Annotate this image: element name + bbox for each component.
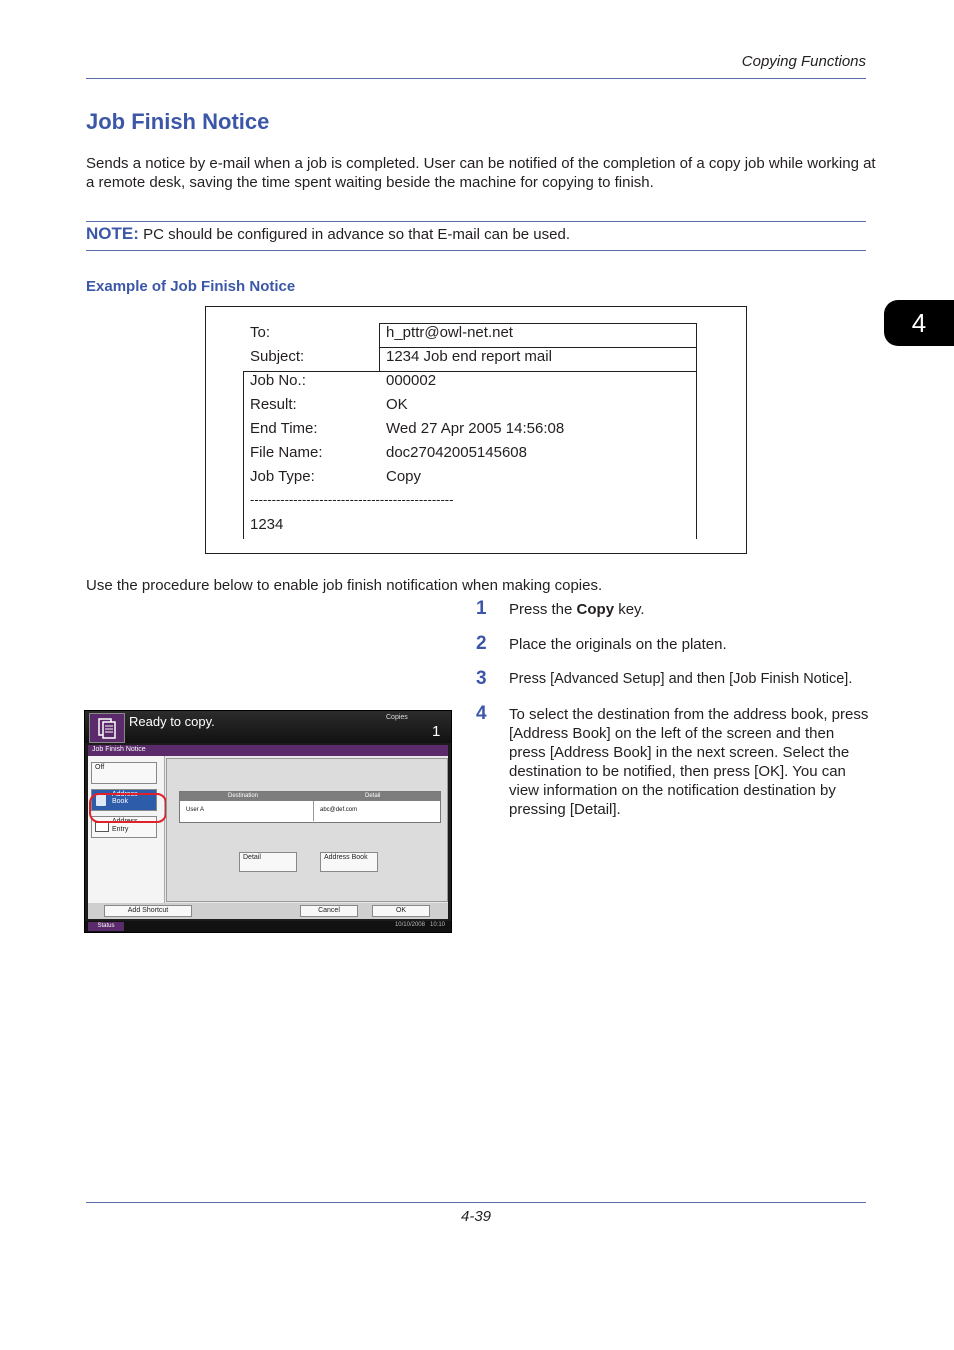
- status-datetime: [395, 922, 445, 928]
- note-text: PC should be configured in advance so that E-mail can be used.: [143, 226, 570, 243]
- detail-header: Detail: [365, 793, 381, 799]
- separator: -----------------------------------------------: [250, 492, 454, 507]
- screen-top-bar: [85, 711, 451, 743]
- note-label: NOTE:: [86, 224, 139, 243]
- address-entry-label: Address: [112, 818, 138, 825]
- off-button[interactable]: Off: [91, 762, 157, 784]
- to-value: h_pttr@owl-net.net: [386, 324, 513, 341]
- row-value: Copy: [386, 468, 422, 485]
- intro-paragraph: Sends a notice by e-mail when a job is completed. User can be notified of the completion of a copy job while working at a remote desk, saving the time spent waiting beside the machine for copying to finish.: [86, 155, 876, 191]
- header-title: Copying Functions: [741, 53, 866, 70]
- email-line: [696, 323, 697, 539]
- step-text: [509, 600, 874, 619]
- note-top-rule: [86, 221, 866, 222]
- screen-body: [88, 745, 448, 919]
- table-row[interactable]: [180, 801, 440, 821]
- envelope-icon: [95, 822, 109, 832]
- cell-divider: [313, 801, 314, 821]
- note: [86, 224, 570, 244]
- step-number: 3: [476, 668, 487, 689]
- add-shortcut-button[interactable]: Add Shortcut: [104, 905, 192, 917]
- detail-cell: abc@def.com: [320, 807, 358, 813]
- step-text-part: key.: [614, 601, 645, 618]
- example-title: Example of Job Finish Notice: [86, 278, 296, 295]
- footer-rule: [86, 1202, 866, 1203]
- row-label: File Name:: [250, 444, 323, 461]
- note-bottom-rule: [86, 250, 866, 251]
- step-text-part: Press the: [509, 601, 577, 618]
- screen-sidebar: [88, 756, 165, 906]
- address-book-label: Address Book: [112, 791, 138, 805]
- email-line: [243, 371, 697, 372]
- row-label: Result:: [250, 396, 297, 413]
- step-text: To select the destination from the address book, press [Address Book] on the left of the screen and then press [Address Book] in the next screen. Select the destination to be notified, then press [OK]. You can view information on the notification destination by pressing [Detail].: [509, 706, 869, 818]
- row-value: 000002: [386, 372, 437, 389]
- step-number: 4: [476, 703, 487, 724]
- step-number: 1: [476, 598, 487, 619]
- chapter-tab: 4: [884, 300, 954, 346]
- destination-header: Destination: [228, 793, 259, 799]
- step-text: Press [Advanced Setup] and then [Job Finish Notice].: [509, 671, 853, 687]
- copy-mode-icon: [89, 713, 125, 743]
- destination-table: [179, 791, 441, 823]
- ok-button[interactable]: OK: [372, 905, 430, 917]
- step-number: 2: [476, 633, 487, 654]
- step-text: Place the originals on the platen.: [509, 636, 727, 653]
- row-value: doc27042005145608: [386, 444, 527, 461]
- row-value: Wed 27 Apr 2005 14:56:08: [386, 420, 565, 437]
- detail-button[interactable]: Detail: [239, 852, 297, 872]
- header-rule: [86, 78, 866, 79]
- copies-value: 1: [432, 723, 441, 740]
- destination-cell: User A: [186, 807, 205, 813]
- copy-key-name: Copy: [576, 601, 615, 618]
- status-time: 10:10: [429, 922, 445, 928]
- subject-label: Subject:: [250, 348, 305, 365]
- highlight-circle: [89, 793, 167, 823]
- status-message: Ready to copy.: [129, 714, 215, 729]
- status-bar: [85, 921, 451, 932]
- status-tab[interactable]: Status: [88, 922, 124, 931]
- panel-title: Job Finish Notice: [92, 746, 146, 753]
- row-value: OK: [386, 396, 408, 413]
- address-entry-label: Entry: [112, 826, 129, 833]
- to-label: To:: [250, 324, 271, 341]
- destination-panel: [166, 758, 448, 902]
- email-line: [243, 371, 244, 539]
- email-footer: 1234: [250, 516, 284, 533]
- subject-value: 1234 Job end report mail: [386, 348, 552, 365]
- panel-title-bar: [88, 745, 448, 756]
- email-line: [379, 323, 380, 371]
- row-label: Job No.:: [250, 372, 306, 389]
- section-title: Job Finish Notice: [86, 109, 270, 134]
- screen-bottom-bar: [88, 903, 448, 919]
- copier-screen: [84, 710, 452, 933]
- status-date: 10/10/2008: [394, 922, 425, 928]
- copies-label: Copies: [386, 714, 408, 721]
- cancel-button[interactable]: Cancel: [300, 905, 358, 917]
- procedure-intro: Use the procedure below to enable job finish notification when making copies.: [86, 577, 603, 594]
- row-label: End Time:: [250, 420, 318, 437]
- row-label: Job Type:: [250, 468, 315, 485]
- page-number: 4-39: [461, 1208, 492, 1225]
- example-email-box: [205, 306, 747, 554]
- table-header: [180, 792, 440, 801]
- address-book-open-button[interactable]: Address Book: [320, 852, 378, 872]
